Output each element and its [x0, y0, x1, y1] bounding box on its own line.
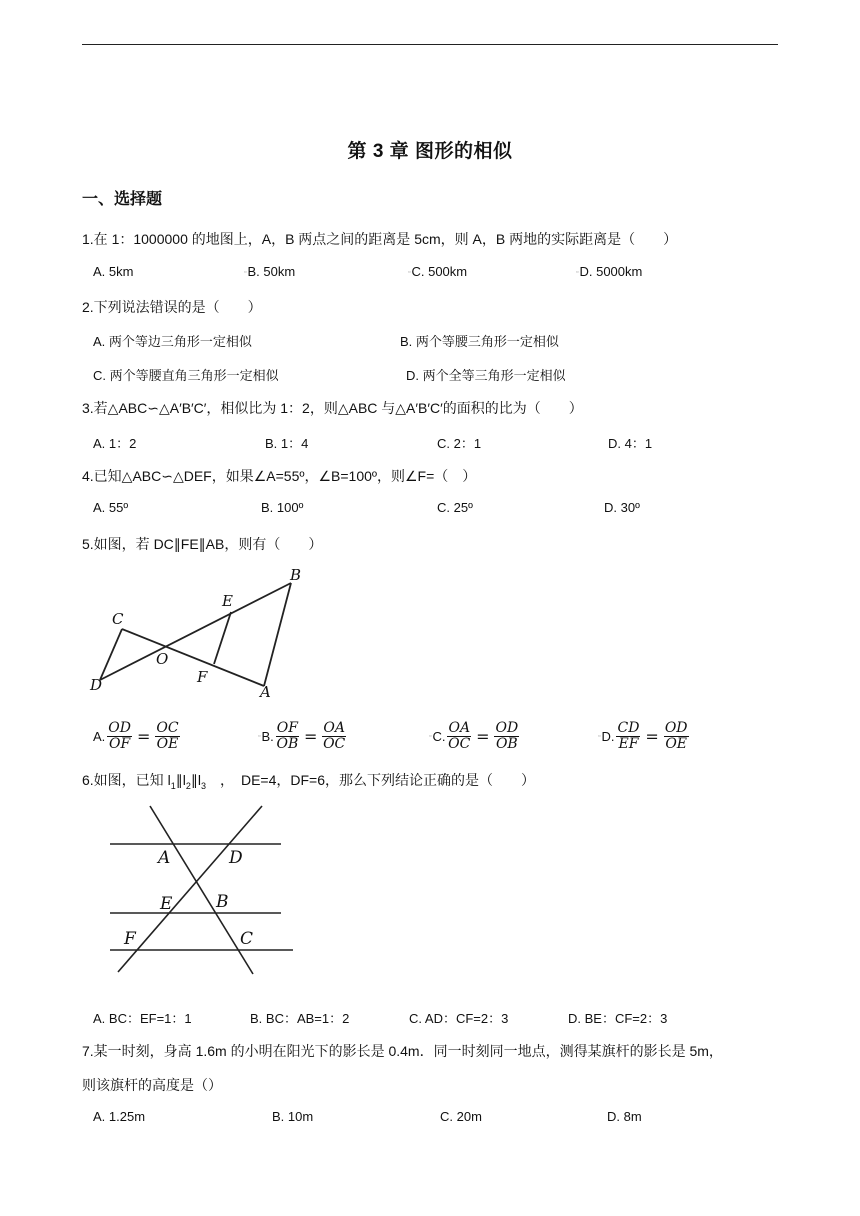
fraction-numerator: OD	[664, 720, 688, 736]
fraction	[276, 721, 299, 752]
point-label-f: F	[197, 668, 208, 686]
fraction-denominator: OE	[156, 736, 179, 752]
point-label-o: O	[156, 650, 169, 668]
fraction-denominator: OC	[448, 736, 471, 752]
question-4-option-d[interactable]: D. 30º	[604, 500, 640, 515]
question-3-option-a[interactable]: A. 1：2	[93, 436, 137, 451]
question-1-option-b[interactable]	[244, 264, 295, 279]
fraction-denominator: OB	[495, 736, 518, 752]
point-label-a: A	[260, 683, 271, 701]
question-4-option-a[interactable]: A. 55º	[93, 500, 129, 515]
question-4-stem: 4.已知△ABC∽△DEF，如果∠A=55º，∠B=100º，则∠F=（ ）	[82, 468, 477, 484]
question-2-option-d[interactable]: D. 两个全等三角形一定相似	[406, 368, 566, 383]
transversal-ac	[150, 806, 253, 974]
bullet-icon: ▫	[244, 269, 247, 277]
point-label-b: B	[290, 566, 302, 584]
fraction-denominator: OE	[665, 736, 688, 752]
question-2-option-c[interactable]: C. 两个等腰直角三角形一定相似	[93, 368, 279, 383]
question-6-option-c[interactable]: C. AD：CF=2：3	[409, 1011, 509, 1026]
point-label-a: A	[158, 848, 171, 868]
question-6-option-a[interactable]: A. BC：EF=1：1	[93, 1011, 192, 1026]
point-label-e: E	[160, 894, 173, 914]
segment-dc	[100, 629, 122, 680]
question-5-option-d[interactable]	[598, 721, 689, 752]
equals-sign: =	[137, 727, 151, 746]
question-7-option-c[interactable]: C. 20m	[440, 1109, 482, 1124]
question-7-option-b[interactable]: B. 10m	[272, 1109, 314, 1124]
fraction	[664, 721, 689, 752]
question-2-option-a[interactable]: A. 两个等边三角形一定相似	[93, 334, 252, 349]
bullet-icon: ▫	[429, 733, 432, 740]
segment-ba	[264, 583, 291, 686]
question-7-option-d[interactable]: D. 8m	[607, 1109, 642, 1124]
point-label-c: C	[240, 929, 254, 949]
fraction-numerator: OA	[448, 720, 471, 736]
option-text: B. 50km	[247, 264, 296, 279]
point-label-c: C	[112, 610, 124, 628]
point-label-d: D	[229, 848, 243, 868]
bullet-icon: ▫	[258, 733, 261, 740]
fraction-numerator: OC	[156, 720, 179, 736]
question-6-option-d[interactable]: D. BE：CF=2：3	[568, 1011, 668, 1026]
question-6-figure	[104, 803, 304, 978]
question-6-stem	[82, 770, 535, 791]
figure-lines	[110, 806, 293, 974]
page-title: 第 3 章 图形的相似	[347, 141, 513, 162]
question-2-stem: 2.下列说法错误的是（ ）	[82, 299, 262, 315]
fraction	[322, 721, 346, 752]
subscript: 3	[200, 780, 206, 791]
point-label-d: D	[90, 676, 103, 694]
option-label: A.	[93, 729, 106, 744]
question-7-stem-line-1: 7.某一时刻，身高 1.6m 的小明在阳光下的影长是 0.4m．同一时刻同一地点，测得某旗杆的影长是 5m，	[82, 1043, 723, 1059]
fraction	[494, 721, 519, 752]
point-label-f: F	[124, 929, 136, 949]
question-5-stem: 5.如图，若 DC∥FE∥AB，则有（ ）	[82, 536, 323, 552]
question-1-stem: 1.在 1：1000000 的地图上，A，B 两点之间的距离是 5cm，则 A，B 两地的实际距离是（ ）	[82, 231, 678, 247]
fraction-numerator: OF	[276, 720, 298, 736]
question-6-option-b[interactable]: B. BC：AB=1：2	[250, 1011, 350, 1026]
question-3-option-d[interactable]: D. 4：1	[608, 436, 653, 451]
fraction-denominator: OB	[276, 736, 299, 752]
option-label: C.	[432, 729, 446, 744]
header-rule	[82, 44, 778, 45]
option-text: D. 5000km	[579, 264, 643, 279]
question-2-option-b[interactable]: B. 两个等腰三角形一定相似	[400, 334, 559, 349]
equals-sign: =	[476, 727, 490, 746]
section-heading: 一、选择题	[82, 191, 163, 208]
question-5-option-b[interactable]	[258, 721, 346, 752]
question-7-stem-line-2: 则该旗杆的高度是（）	[82, 1077, 222, 1093]
question-5-figure	[84, 566, 324, 706]
fraction	[447, 721, 471, 752]
equals-sign: =	[303, 727, 318, 746]
fraction	[107, 721, 132, 752]
bullet-icon: ▫	[598, 733, 601, 740]
question-3-option-b[interactable]: B. 1：4	[265, 436, 309, 451]
option-text: C. 500km	[411, 264, 468, 279]
fraction-denominator: OF	[109, 736, 131, 752]
fraction-numerator: OD	[495, 720, 519, 736]
option-label: D.	[601, 729, 615, 744]
question-1-option-d[interactable]	[576, 264, 642, 279]
fraction-denominator: EF	[618, 736, 639, 752]
fraction	[155, 721, 179, 752]
question-5-option-a[interactable]	[93, 721, 180, 752]
equals-sign: =	[645, 727, 659, 746]
fraction-numerator: CD	[617, 720, 640, 736]
bullet-icon: ▫	[576, 269, 579, 277]
fraction-denominator: OC	[323, 736, 346, 752]
bullet-icon: ▫	[408, 269, 411, 277]
option-label: B.	[261, 729, 274, 744]
stem-text: ∥l	[190, 772, 201, 788]
question-7-option-a[interactable]: A. 1.25m	[93, 1109, 146, 1124]
stem-text: ∥l	[175, 772, 186, 788]
subscript: 1	[170, 780, 176, 791]
point-label-b: B	[216, 892, 229, 912]
stem-text: ， DE=4，DF=6，那么下列结论正确的是（ ）	[205, 772, 536, 788]
fraction-numerator: OD	[108, 720, 131, 736]
subscript: 2	[185, 780, 191, 791]
question-3-option-c[interactable]: C. 2：1	[437, 436, 482, 451]
figure-lines	[100, 583, 291, 686]
question-1-option-a[interactable]: A. 5km	[93, 264, 134, 279]
segment-ef	[214, 612, 231, 664]
question-5-option-c[interactable]	[429, 721, 519, 752]
fraction-numerator: OA	[323, 720, 345, 736]
question-4-option-b[interactable]: B. 100º	[261, 500, 304, 515]
point-label-e: E	[222, 592, 233, 610]
question-4-option-c[interactable]: C. 25º	[437, 500, 473, 515]
stem-text: 6.如图，已知 l	[82, 772, 171, 788]
fraction	[616, 721, 640, 752]
question-3-stem: 3.若△ABC∽△A′B′C′，相似比为 1：2，则△ABC 与△A′B′C′的面积的比为（ ）	[82, 400, 583, 416]
question-1-option-c[interactable]	[408, 264, 467, 279]
